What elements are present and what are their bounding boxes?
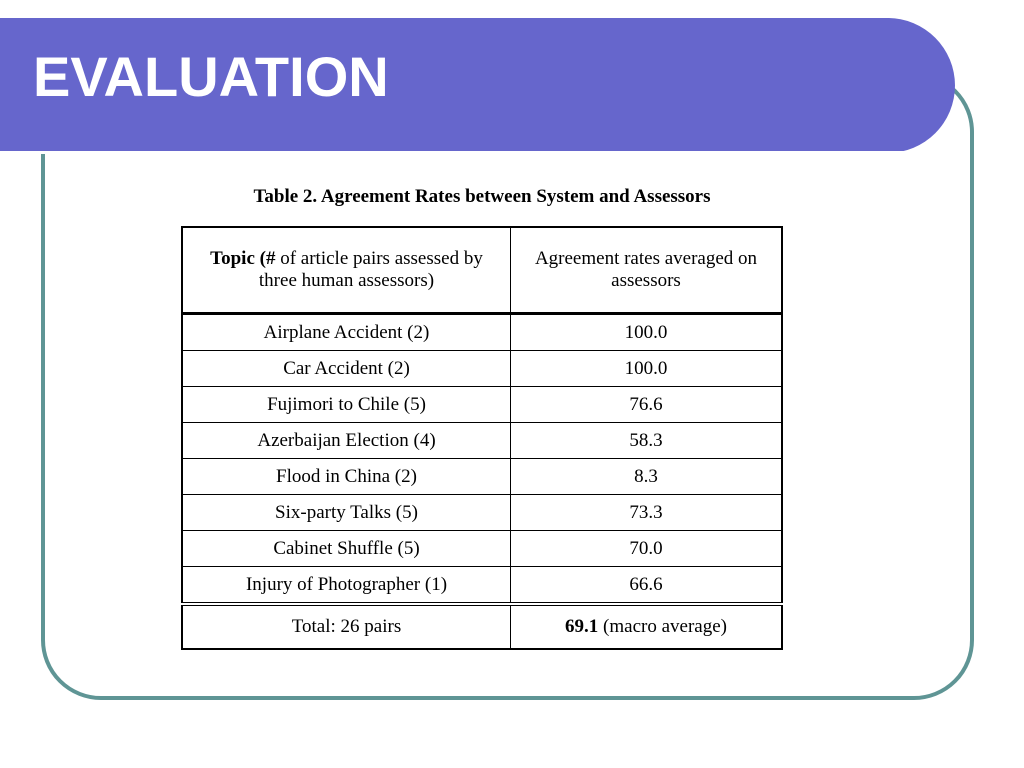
total-value-cell: [511, 604, 783, 649]
agreement-column-header: Agreement rates averaged on assessors: [511, 227, 783, 314]
topic-cell: Fujimori to Chile (5): [182, 387, 511, 423]
topic-cell: Azerbaijan Election (4): [182, 423, 511, 459]
topic-cell: Six-party Talks (5): [182, 495, 511, 531]
topic-cell: Injury of Photographer (1): [182, 567, 511, 605]
topic-cell: Flood in China (2): [182, 459, 511, 495]
agreement-rates-table: [181, 226, 783, 650]
slide-title: EVALUATION: [33, 45, 389, 108]
table-total-row: [182, 604, 782, 649]
total-label-cell: Total: 26 pairs: [182, 604, 511, 649]
rate-cell: 100.0: [511, 351, 783, 387]
topic-cell: Airplane Accident (2): [182, 314, 511, 351]
rate-cell: 76.6: [511, 387, 783, 423]
table-row: [182, 351, 782, 387]
table-row: [182, 387, 782, 423]
rate-cell: 73.3: [511, 495, 783, 531]
table-row: [182, 423, 782, 459]
rate-cell: 100.0: [511, 314, 783, 351]
rate-cell: 66.6: [511, 567, 783, 605]
table-caption: Table 2. Agreement Rates between System and Assessors: [253, 186, 711, 207]
topic-column-header: [182, 227, 511, 314]
rate-cell: 70.0: [511, 531, 783, 567]
table-row: [182, 495, 782, 531]
table-row: [182, 314, 782, 351]
table-row: [182, 531, 782, 567]
table-row: [182, 567, 782, 605]
total-value: 69.1: [565, 616, 599, 637]
topic-cell: Car Accident (2): [182, 351, 511, 387]
topic-header-bold: Topic (#: [210, 248, 276, 269]
topic-header-rest: of article pairs assessed by three human assessors): [258, 248, 483, 291]
rate-cell: 8.3: [511, 459, 783, 495]
topic-cell: Cabinet Shuffle (5): [182, 531, 511, 567]
rate-cell: 58.3: [511, 423, 783, 459]
table-row: [182, 459, 782, 495]
table-header-row: [182, 227, 782, 314]
total-note: (macro average): [598, 616, 727, 637]
title-underline: [0, 151, 905, 154]
